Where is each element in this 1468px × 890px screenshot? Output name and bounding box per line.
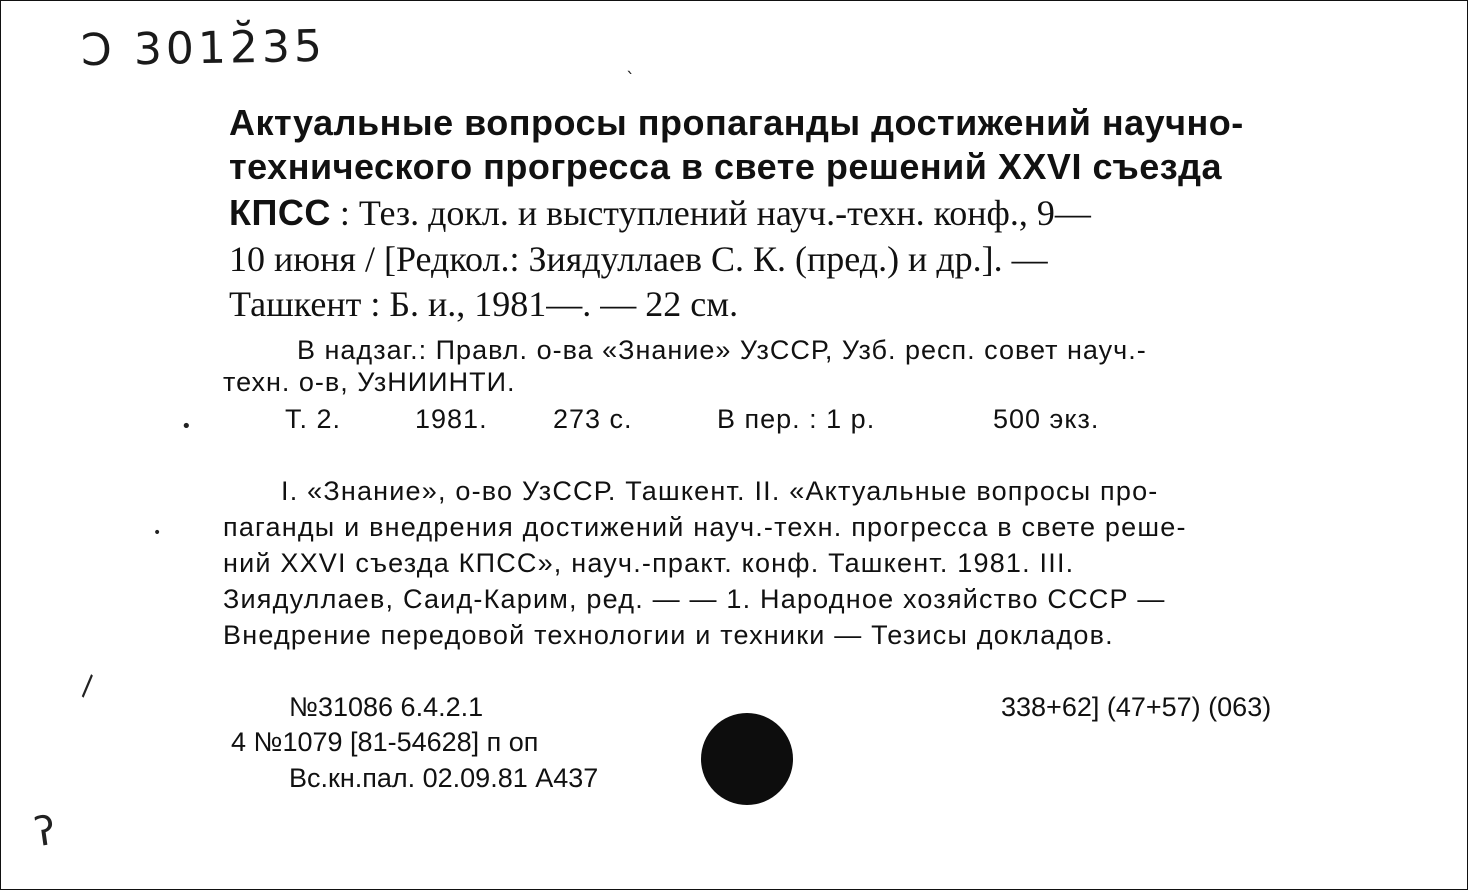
dot-mark: • xyxy=(181,416,192,437)
title-rest-3: : Тез. докл. и выступлений науч.-техн. конф., 9— xyxy=(330,193,1091,233)
title-line-4 xyxy=(229,237,1048,281)
volume-number: Т. 2. xyxy=(285,404,342,434)
pencil-scribble: ʔ xyxy=(31,807,59,857)
subject-line-5: Внедрение передовой технологии и техники — Тезисы докладов. xyxy=(223,620,1114,650)
speck-mark: ˋ xyxy=(626,69,635,90)
subject-line-1: I. «Знание», о-во УзССР. Ташкент. II. «Актуальные вопросы про- xyxy=(281,476,1159,506)
ink-blot xyxy=(701,713,793,805)
code-line-2: 4 №1079 [81-54628] п оп xyxy=(231,727,539,757)
subject-line-2: паганды и внедрения достижений науч.-техн. прогресса в свете реше- xyxy=(223,512,1187,542)
title-bold-1: Актуальные вопросы пропаганды достижений научно- xyxy=(229,102,1244,143)
volume-price: В пер. : 1 р. xyxy=(717,404,876,434)
header-note-line-1: В надзаг.: Правл. о-ва «Знание» УзССР, Узб. респ. совет науч.- xyxy=(297,335,1147,365)
title-bold-2: технического прогресса в свете решений XXVI съезда xyxy=(229,146,1223,187)
dot-mark: • xyxy=(153,525,162,541)
code-line-3: Вс.кн.пал. 02.09.81 А437 xyxy=(289,763,599,793)
title-bold-3: КПСС xyxy=(229,192,331,233)
header-note-line-2: техн. о-в, УзНИИНТИ. xyxy=(223,367,516,397)
title-line-3 xyxy=(229,191,1091,235)
classification-code: 338+62] (47+57) (063) xyxy=(1001,692,1272,722)
code-line-1: №31086 6.4.2.1 xyxy=(289,692,484,722)
title-line-1 xyxy=(229,101,1244,145)
volume-year: 1981. xyxy=(415,404,488,434)
handwritten-card-number: Ɔ 3012̆35 xyxy=(80,20,327,77)
stroke-mark: \ xyxy=(73,669,102,702)
title-rest-5: Ташкент : Б. и., 1981—. — 22 см. xyxy=(229,284,739,324)
title-line-2 xyxy=(229,145,1222,189)
volume-pages: 273 с. xyxy=(553,404,633,434)
title-line-5 xyxy=(229,282,738,326)
subject-line-4: Зиядуллаев, Саид-Карим, ред. — — 1. Народное хозяйство СССР — xyxy=(223,584,1166,614)
volume-copies: 500 экз. xyxy=(993,404,1100,434)
title-rest-4: 10 июня / [Редкол.: Зиядуллаев С. К. (пред.) и др.]. — xyxy=(229,239,1048,279)
subject-line-3: ний XXVI съезда КПСС», науч.-практ. конф. Ташкент. 1981. III. xyxy=(223,548,1075,578)
